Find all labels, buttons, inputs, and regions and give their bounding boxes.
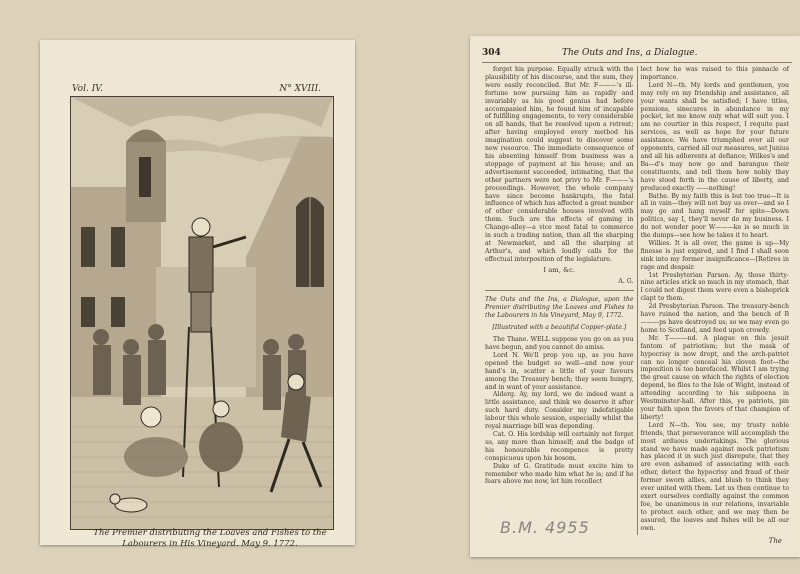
dialogue-line: Mr. T———nd. A plague on this jesuit fantom of patriotism; but the mask of hypocrisy is now dropt, and the arch-patriot can no longer conceal his cloven foot—the imposition is too barefaced. Whilst I am trying the great cause on which the rights of election depend, he flies to the Isle of Wight, instead of attending according to his subpoena in Westminster-hall. After this, ye patriots, pin your faith upon the favors of that champion of liberty! [640,334,789,421]
text-page-sheet [470,36,800,557]
pencil-reference-mark: B.M. 4955 [500,518,590,537]
plate-number: N° XVIII. [279,84,321,94]
running-title: The Outs and Ins, a Dialogue. [562,48,698,58]
dialogue-line: 2d Presbyterian Parson. The treasury-bench have ruined the nation, and the bench of B———ps have destroyed us; so we may even go home to Scotland, and feed upon crowdy. [640,303,789,334]
caption-line-2: Labourers in His Vineyard. May 9. 1772. [122,539,298,549]
dialogue-line: Wilkes. It is all over, the game is up—My finesse is just expired, and I find I shall soon sink into my former insignificance—[Retires in rage and despair. [640,239,789,271]
dialogue-line: lect how he was raised to this pinnacle of importance. [640,66,789,81]
sign-off: I am, &c. [543,265,576,274]
caption-line-1: The Premier distributing the Loaves and Fishes to the [93,528,327,538]
dialogue-line: Bathe. By my faith this is but too true—It is all in vain—they will not buy us over—and so I may go and hang myself for spite—Down politics, say I, they'll never do my business. I do not wonder poor W———ke is so much in the dumps—see how he takes it to heart. [640,192,789,240]
page-number: 304 [482,48,501,58]
engraving-image [70,96,334,530]
section-rule [485,290,634,291]
dialogue-line: The Thane. WELL suppose you go on as you have begun, and you cannot do amiss. [485,336,634,351]
dialogue-line: Duke of G. Gratitude must excite him to remember who made him what he is; and if he fears above me now, let him recollect [485,462,634,486]
catchword: The [768,537,782,545]
dialogue-line: Lord N—th. You see, my trusty noble friends, that perseverance will accomplish the most arduous undertakings. The glorious stand we have made against mock patriotism has placed it in such just disrepute, that they are even ashamed of associating with each other, detect the hypocrisy and fraud of their former sworn allies, and blush to think they ever united with them. Let us then continue to exert ourselves cordially against the common foe, be unanimous in our relations, invariable to protect each other, and we may then be assured, the loaves and fishes will be all our own. [640,421,789,532]
dialogue-title: The Outs and the Ins, a Dialogue, upon the Premier distributing the Loaves and Fishes to the Labourers in his Vineyard, May 9, 1772. [485,296,634,320]
illustrated-note: [Illustrated with a beautiful Copper-plate.] [492,324,627,332]
dialogue-line: 1st Presbyterian Parson. Ay, those thirty-nine articles stick so much in my stomach, that I could not digest them were even a bishoprick clapt to them. [640,271,789,303]
left-column [482,66,638,535]
letter-paragraph: forget his purpose. Equally struck with the plausibility of his discourse, and the sum, they were easily reconciled. But Mr. F———'s ill-fortune now pursuing him as rapidly and invariably as his good genius had before accompanied him, he found him of incapable of fulfilling engagements, to very considerable on all hands, that he resolved upon a retreat; after having employed every method his imagination could suggest to discover some new resource. The immediate consequence of his absenting himself from business was a stoppage of payment at his house; and an advertisement succeeded, intimating, that the other partners were not privy to Mr. F———'s proceedings. However, the whole company have since become bankrupts, the fatal influence of which has affected a great number of other considerable houses involved with them. Such are the effects of gaming in Change-alley—a vice most fatal to commerce in such a trading nation, than all the sharping at Newmarket, and all the sharping at Arthur's, and which loudly calls for the effectual interposition of the legislature. [485,66,634,263]
engraving-plate-sheet [40,40,355,549]
engraving-illustration [71,97,333,529]
signature: A. G. [618,277,634,285]
dialogue-line: Lord N—th. My lords and gentlemen, you may rely on my friendship and assistance, all your wants shall be satisfied; I have titles, pensions, sinecures in abundance in my pocket, let me know only what will suit you. I am no courtier in this respect, I requite past services, as well as hope for your future assistance. We have triumphed over all our opponents, carried all our measures, set Junius and all his adherents at defiance; Wilkes's and Ba—d's may now go and harangue their constituents, and tell them how nobly they have stood forth in the cause of liberty, and produced exactly ——nothing! [640,81,789,192]
page-header [482,44,792,63]
plate-caption [80,528,340,550]
dialogue-line: Cat. O. His lordship will certainly not forget us, any more than himself; and the badge of his honourable recompence is pretty conspicuous upon his bosom. [485,430,634,462]
right-column [638,66,793,535]
dialogue-line: Lord N. We'll prop you up, as you have opened the budget so well—and now your hand's in, scatter a little of your favours among the Treasury bench; they seem hungry, and in want of your assistance. [485,351,634,391]
plate-volume: Vol. IV. [72,84,104,94]
dialogue-line: Alderg. Ay, my lord, we do indeed want a little assistance, and think we deserve it after such hard duty. Consider my indefatigable labour this whole session, especially whilst the royal marriage bill was depending. [485,391,634,431]
plate-header [72,84,321,94]
